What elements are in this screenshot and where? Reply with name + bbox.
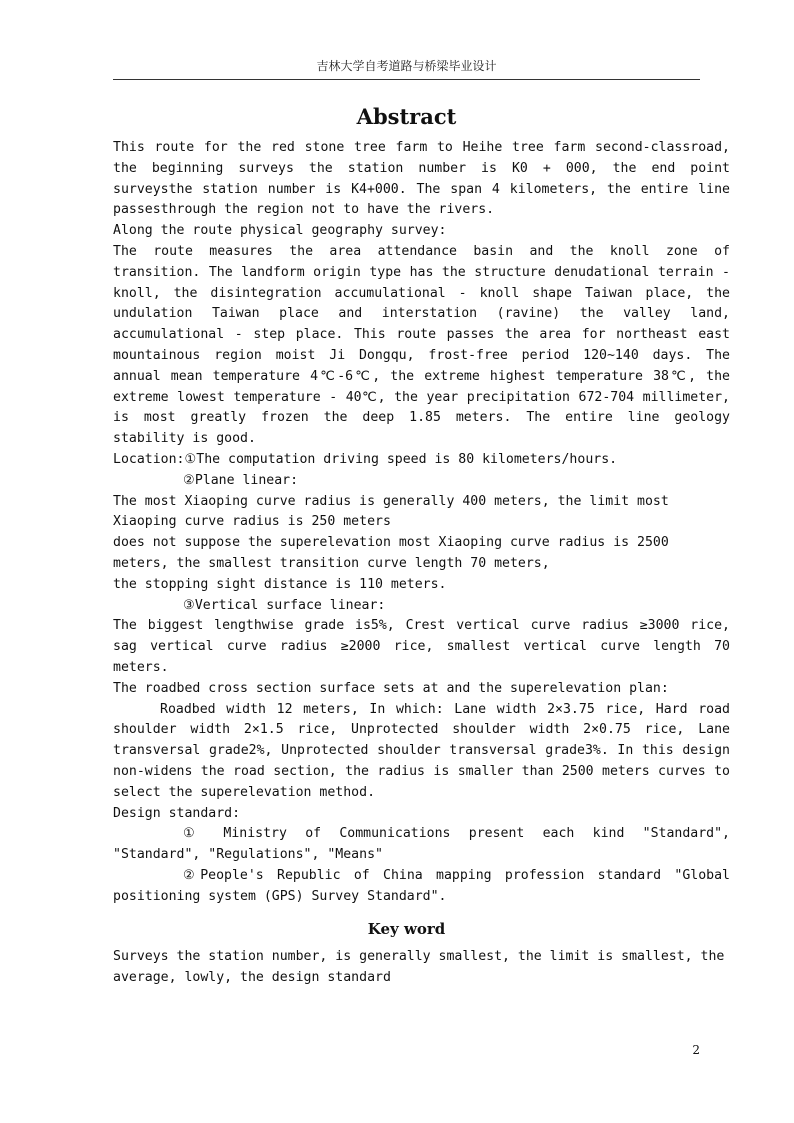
plane-linear-line-1: The most Xiaoping curve radius is generally 400 meters, the limit most Xiaoping curve radius is 250 meters xyxy=(113,493,669,530)
plane-linear-line-2: does not suppose the superelevation most Xiaoping curve radius is 2500 meters, the smallest transition curve length 70 meters, xyxy=(113,535,669,571)
geography-heading: Along the route physical geography survey: xyxy=(113,223,447,239)
geography-paragraph: The route measures the area attendance basin and the knoll zone of transition. The landform origin type has the structure denudational terrain - knoll, the disintegration accumulational - knoll shape Taiwan place, the undulation Taiwan place and interstation (ravine) the valley land, accumulational - step place. This route passes the area for northeast east mountainous region moist Ji Dongqu, frost-free period 120~140 days. The annual mean temperature 4℃-6℃, the extreme highest temperature 38℃, the extreme lowest temperature - 40℃, the year precipitation 672-704 millimeter, is most greatly frozen the deep 1.85 meters. The entire line geology stability is good. xyxy=(113,243,730,447)
keyword-title: Key word xyxy=(367,920,446,939)
header-divider xyxy=(113,79,700,80)
plane-linear-line-3: the stopping sight distance is 110 meters. xyxy=(113,576,447,592)
abstract-title: Abstract xyxy=(356,104,457,129)
plane-linear-heading: ②Plane linear: xyxy=(183,472,299,488)
page-number: 2 xyxy=(692,1043,700,1057)
design-standard-item-1: ① Ministry of Communications present each kind "Standard", "Standard", "Regulations", "Means" xyxy=(113,826,730,863)
vertical-linear-paragraph: The biggest lengthwise grade is5%, Crest vertical curve radius ≥3000 rice, sag vertical curve radius ≥2000 rice, smallest vertical curve length 70 meters. xyxy=(113,618,730,675)
design-standard-item-2: ②People's Republic of China mapping profession standard "Global positioning system (GPS) Survey Standard". xyxy=(113,867,730,904)
keyword-paragraph: Surveys the station number, is generally smallest, the limit is smallest, the average, lowly, the design standard xyxy=(113,949,725,986)
roadbed-paragraph: Roadbed width 12 meters, In which: Lane width 2×3.75 rice, Hard road shoulder width 2×1.5 rice, Unprotected shoulder width 2×0.75 rice, Lane transversal grade2%, Unprotected shoulder transversal grade3%. In this design non-widens the road section, the radius is smaller than 2500 meters curves to select the superelevation method. xyxy=(113,701,730,800)
location-line: Location:①The computation driving speed is 80 kilometers/hours. xyxy=(113,451,618,467)
design-standard-heading: Design standard: xyxy=(113,805,241,821)
vertical-linear-heading: ③Vertical surface linear: xyxy=(183,597,386,613)
page-header: 吉林大学自考道路与桥梁毕业设计 xyxy=(316,59,497,73)
abstract-body xyxy=(113,138,730,989)
intro-paragraph: This route for the red stone tree farm to Heihe tree farm second-classroad, the beginning surveys the station number is K0 + 000, the end point surveysthe station number is K4+000. The span 4 kilometers, the entire line passesthrough the region not to have the rivers. xyxy=(113,140,730,218)
roadbed-heading: The roadbed cross section surface sets at and the superelevation plan: xyxy=(113,680,669,696)
